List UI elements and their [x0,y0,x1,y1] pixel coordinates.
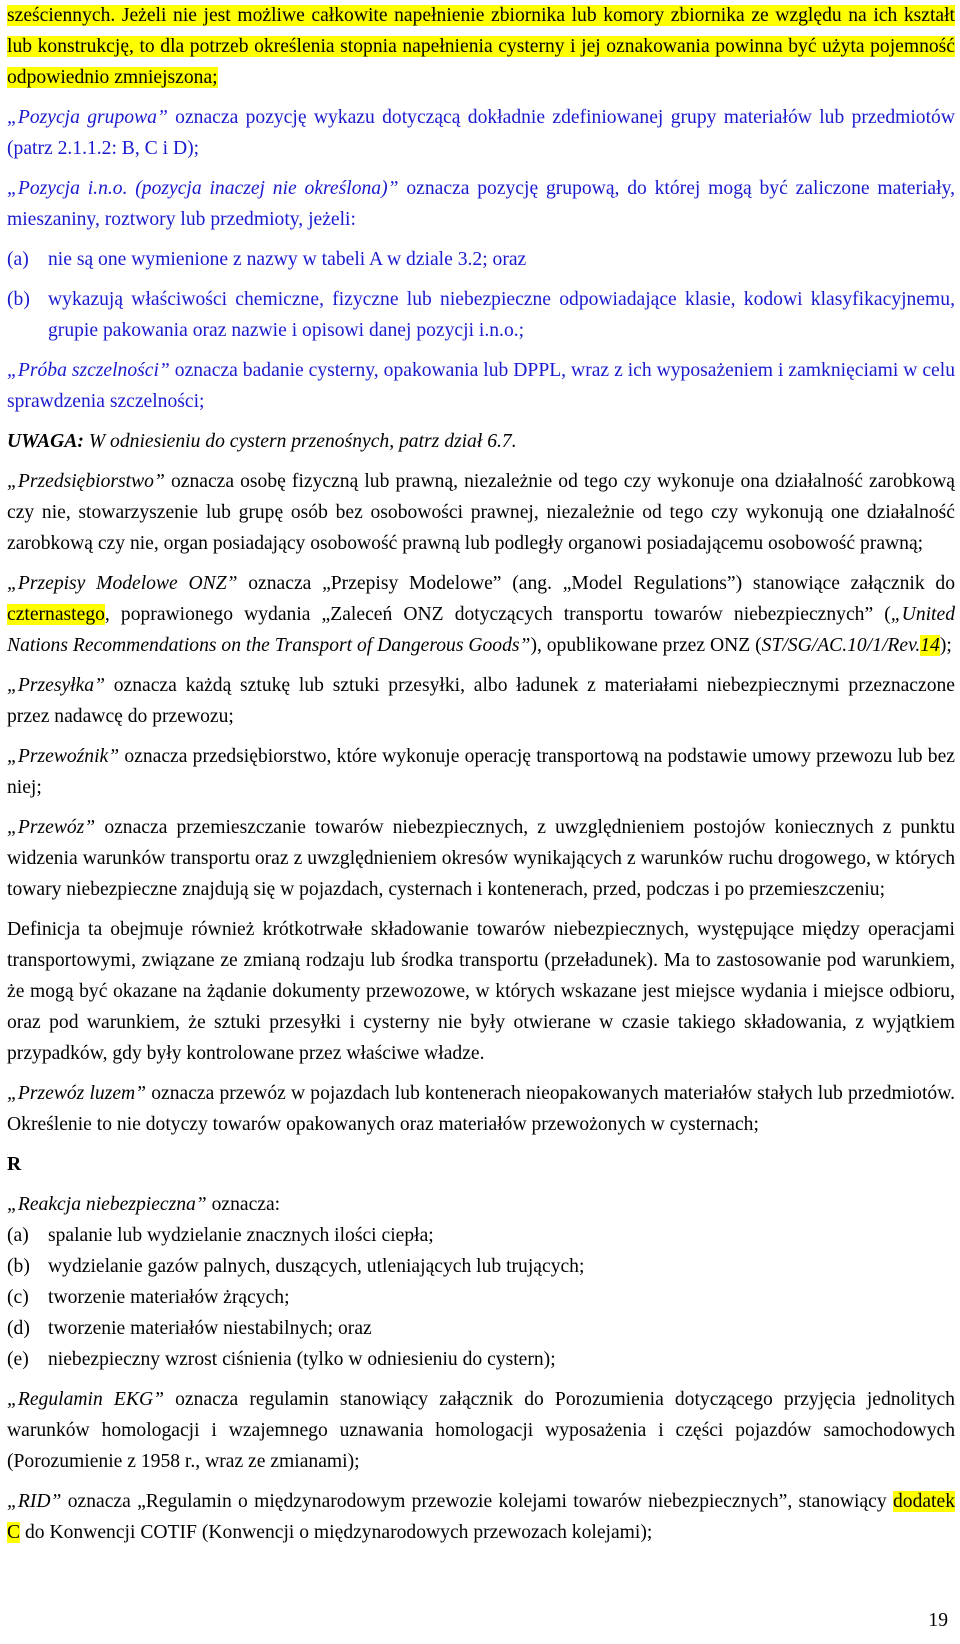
list-label: (d) [7,1318,30,1339]
list-label: (a) [7,249,29,270]
term: „Próba szczelności” [7,360,170,381]
definition-un-model-regulations [7,568,955,661]
term: „Regulamin EKG” [7,1389,164,1410]
list-text: wydzielanie gazów palnych, duszących, utleniających lub trujących; [48,1256,585,1277]
definition-carriage [7,812,955,905]
paragraph-carriage-note [7,914,955,1069]
definition-leak-test [7,355,955,417]
note [7,426,955,457]
definition-dangerous-reaction [7,1189,955,1220]
definition-text: oznacza badanie cysterny, opakowania lub DPPL, wraz z ich wyposażeniem i zamknięciami w celu sprawdzenia szczelności; [7,360,955,412]
definition-text: do Konwencji COTIF (Konwencji o międzynarodowych przewozach kolejami); [20,1522,653,1543]
term: „Przesyłka” [7,675,105,696]
term: „Przepisy Modelowe ONZ” [7,573,238,594]
paragraph-capacity [7,0,955,93]
term: „Przedsiębiorstwo” [7,471,165,492]
term: „Przewóz” [7,817,96,838]
definition-enterprise [7,466,955,559]
list-item [7,284,955,346]
list-item [7,1313,955,1344]
definition-text: ), opublikowane przez ONZ ( [530,635,762,656]
term: „Przewoźnik” [7,746,120,767]
note-text: W odniesieniu do cystern przenośnych, patrz dział 6.7. [83,431,517,452]
list-text: tworzenie materiałów żrących; [48,1287,290,1308]
definition-nos-entry [7,173,955,235]
list-item [7,1251,955,1282]
list-item [7,244,955,275]
paragraph-text: Definicja ta obejmuje również krótkotrwałe składowanie towarów niebezpiecznych, występujące między operacjami transportowymi, związane ze zmianą rodzaju lub środka transportu (przeładunek). Ma to zastosowanie pod warunkiem, że mogą być okazane na żądanie dokumenty przewozowe, w których wskazane jest miejsce wydania i miejsce odbioru, oraz pod warunkiem, że sztuki przesyłki i cysterny nie były otwierane w czasie takiego składowania, z wyjątkiem przypadków, gdy były kontrolowane przez właściwe władze. [7,919,955,1064]
highlighted-text: sześciennych. Jeżeli nie jest możliwe całkowite napełnienie zbiornika lub komory zbiornika ze względu na ich kształt lub konstrukcję, to dla potrzeb określenia stopnia napełnienia cysterny i jej oznakowania powinna być użyta pojemność odpowiednio zmniejszona; [7,5,955,88]
term: „Pozycja grupowa” [7,107,168,128]
term: „Przewóz luzem” [7,1083,147,1104]
italic-title: „United Nations Recommendations on the Transport of Dangerous Goods” [7,604,955,656]
definition-bulk-carriage [7,1078,955,1140]
list-text: spalanie lub wydzielanie znacznych ilości ciepła; [48,1225,434,1246]
list-text: niebezpieczny wzrost ciśnienia (tylko w odniesieniu do cystern); [48,1349,556,1370]
term: „Pozycja i.n.o. (pozycja inaczej nie określona)” [7,178,399,199]
definition-group-entry [7,102,955,164]
note-label: UWAGA: [7,431,84,452]
definition-text: oznacza przemieszczanie towarów niebezpiecznych, z uwzględnieniem postojów koniecznych z punktu widzenia warunków transportu oraz z uwzględnieniem okresów wynikających z warunków ruchu drogowego, w których towary niebezpieczne znajdują się w pojazdach, cysternach i kontenerach, przed, podczas i po przemieszczeniu; [7,817,955,900]
highlighted-text: dodatek C [7,1491,955,1543]
definition-consignment [7,670,955,732]
definition-text: ); [939,635,952,656]
term: „RID” [7,1491,62,1512]
term: „Reakcja niebezpieczna” [7,1194,207,1215]
definition-text: oznacza przedsiębiorstwo, które wykonuje operację transportową na podstawie umowy przewozu lub bez niej; [7,746,955,798]
list-item [7,1220,955,1251]
definition-text: oznacza: [206,1194,281,1215]
revision-number: 14 [920,635,940,656]
list-item [7,1344,955,1375]
document-page [7,0,955,1548]
list-label: (b) [7,1256,30,1277]
definition-rid [7,1486,955,1548]
page-number: 19 [928,1610,948,1631]
list-text: nie są one wymienione z nazwy w tabeli A w dziale 3.2; oraz [48,249,527,270]
definition-text: , poprawionego wydania „Zaleceń ONZ dotyczących transportu towarów niebezpiecznych” ( [104,604,891,625]
definition-text: oznacza „Przepisy Modelowe” (ang. „Model Regulations”) stanowiące załącznik do [237,573,955,594]
document-symbol: ST/SG/AC.10/1/Rev. [761,635,921,656]
highlighted-text: czternastego [7,604,105,625]
list-label: (a) [7,1225,29,1246]
definition-text: oznacza regulamin stanowiący załącznik do Porozumienia dotyczącego przyjęcia jednolitych warunków homologacji i wzajemnego uznawania homologacji wyposażenia i części pojazdów samochodowych (Porozumienie z 1958 r., wraz ze zmianami); [7,1389,955,1472]
definition-text: oznacza „Regulamin o międzynarodowym przewozie kolejami towarów niebezpiecznych”, stanowiący [61,1491,893,1512]
list-text: tworzenie materiałów niestabilnych; oraz [48,1318,372,1339]
section-letter: R [7,1154,22,1175]
definition-text: oznacza osobę fizyczną lub prawną, niezależnie od tego czy wykonuje ona działalność zarobkową czy nie, stowarzyszenie lub grupę osób bez osobowości prawnej, niezależnie od tego czy wykonują one działalność zarobkową czy nie, organ posiadający osobowość prawną lub podległy organowi posiadającemu osobowość prawną; [7,471,955,554]
list-label: (b) [7,289,30,310]
definition-ece-regulation [7,1384,955,1477]
list-label: (c) [7,1287,29,1308]
definition-text: oznacza pozycję grupową, do której mogą być zaliczone materiały, mieszaniny, roztwory lub przedmioty, jeżeli: [7,178,955,230]
list-text: wykazują właściwości chemiczne, fizyczne lub niebezpieczne odpowiadające klasie, kodowi klasyfikacyjnemu, grupie pakowania oraz nazwie i opisowi danej pozycji i.n.o.; [48,289,955,341]
list-label: (e) [7,1349,29,1370]
list-item [7,1282,955,1313]
definition-carrier [7,741,955,803]
definition-text: oznacza pozycję wykazu dotyczącą dokładnie zdefiniowanej grupy materiałów lub przedmiotów (patrz 2.1.1.2: B, C i D); [7,107,955,159]
definition-text: oznacza każdą sztukę lub sztuki przesyłki, albo ładunek z materiałami niebezpiecznymi przeznaczone przez nadawcę do przewozu; [7,675,955,727]
definition-text: oznacza przewóz w pojazdach lub kontenerach nieopakowanych materiałów stałych lub przedmiotów. Określenie to nie dotyczy towarów opakowanych oraz materiałów przewożonych w cysternach; [7,1083,955,1135]
